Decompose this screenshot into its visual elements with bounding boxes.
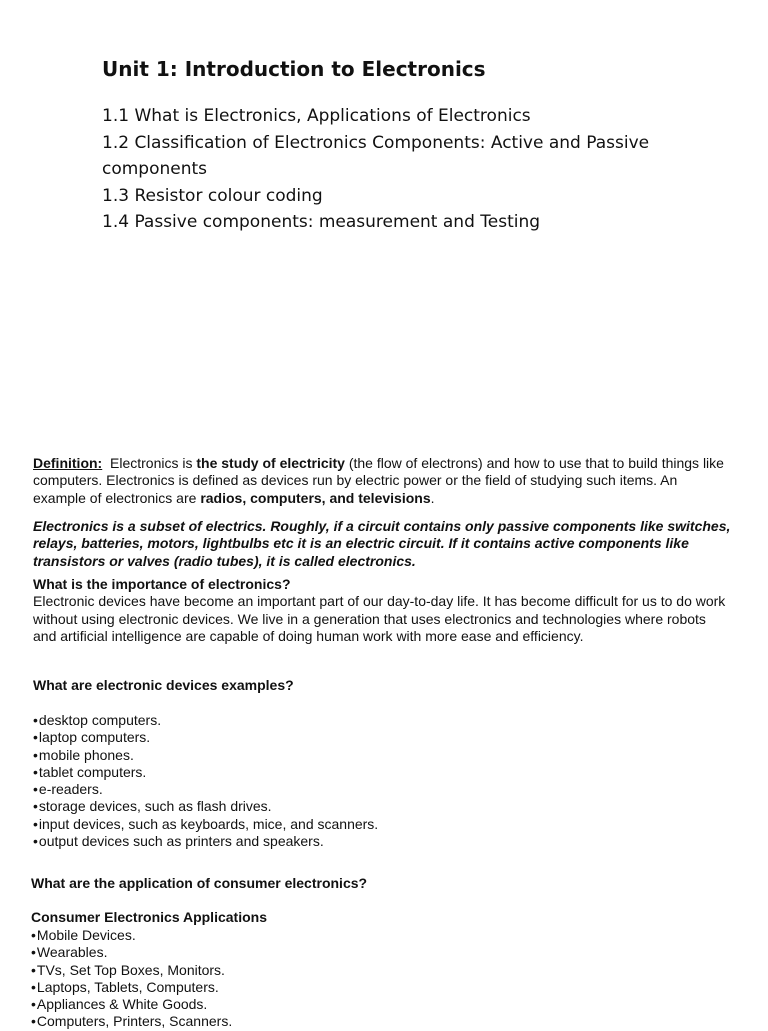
bullet-icon: • [33, 729, 38, 746]
consumer-heading: Consumer Electronics Applications [31, 909, 267, 925]
definition-text: (the flow of electrons) and how to use that to build things like computers. Electronics is defined as devices run by electric power or the field of studying such items. An example of electronics are [33, 455, 724, 506]
list-item [31, 996, 731, 1013]
toc-item: 1.2 Classification of Electronics Components: Active and Passive components [102, 132, 650, 179]
bullet-icon: • [33, 833, 38, 850]
list-item [33, 833, 733, 850]
list-item-text: Appliances & White Goods. [36, 996, 208, 1013]
list-item-text: e-readers. [38, 781, 103, 798]
list-item [31, 962, 731, 979]
definition-text: Electronics is [110, 455, 193, 471]
bullet-icon: • [33, 746, 38, 763]
list-item [31, 979, 731, 996]
unit-title: Unit 1: Introduction to Electronics [102, 57, 486, 81]
list-item-text: laptop computers. [38, 729, 151, 746]
table-of-contents [102, 103, 702, 236]
consumer-question: What are the application of consumer electronics? [31, 875, 368, 891]
list-item-text: Wearables. [36, 944, 108, 961]
list-item [33, 798, 733, 815]
list-item-text: TVs, Set Top Boxes, Monitors. [36, 961, 225, 978]
toc-item: 1.1 What is Electronics, Applications of Electronics [102, 106, 531, 126]
consumer-apps-list [31, 927, 731, 1031]
list-item [31, 927, 731, 944]
examples-heading: What are electronic devices examples? [33, 677, 294, 693]
list-item-text: storage devices, such as flash drives. [38, 798, 272, 815]
definition-emphasis: radios, computers, and televisions [200, 489, 431, 506]
list-item-text: Computers, Printers, Scanners. [36, 1013, 233, 1030]
bullet-icon: • [33, 763, 38, 780]
list-item-text: desktop computers. [38, 712, 162, 728]
bullet-icon: • [33, 781, 38, 798]
definition-paragraph [33, 455, 733, 507]
list-item [33, 781, 733, 798]
list-item [31, 944, 731, 961]
definition-label: Definition: [33, 455, 103, 471]
importance-section [33, 576, 733, 645]
subset-paragraph: Electronics is a subset of electrics. Roughly, if a circuit contains only passive components like switches, relays, batteries, motors, lightbulbs etc it is an electric circuit. If it contains active components like transistors or valves (radio tubes), it is called electronics. [33, 518, 731, 569]
list-item-text: Laptops, Tablets, Computers. [36, 978, 219, 995]
bullet-icon: • [31, 1013, 36, 1030]
list-item [33, 747, 733, 764]
definition-emphasis: the study of electricity [196, 455, 345, 471]
bullet-icon: • [33, 815, 38, 832]
bullet-icon: • [31, 961, 36, 978]
importance-text: Electronic devices have become an important part of our day-to-day life. It has become difficult for us to do work without using electronic devices. We live in a generation that uses electronics and technologies where robots and artificial intelligence are capable of doing human work with more ease and efficiency. [33, 593, 726, 644]
list-item [33, 712, 733, 729]
list-item [33, 764, 733, 781]
importance-heading: What is the importance of electronics? [33, 576, 291, 592]
toc-item: 1.4 Passive components: measurement and Testing [102, 212, 541, 232]
bullet-icon: • [31, 996, 36, 1013]
list-item-text: input devices, such as keyboards, mice, and scanners. [38, 815, 379, 832]
list-item-text: mobile phones. [38, 746, 134, 763]
definition-text: . [430, 489, 435, 506]
bullet-icon: • [31, 927, 36, 943]
bullet-icon: • [33, 798, 38, 815]
examples-list [33, 712, 733, 850]
list-item-text: Mobile Devices. [36, 927, 136, 943]
list-item-text: tablet computers. [38, 763, 147, 780]
bullet-icon: • [31, 978, 36, 995]
list-item-text: output devices such as printers and speakers. [38, 833, 324, 850]
list-item [33, 816, 733, 833]
toc-item: 1.3 Resistor colour coding [102, 185, 323, 206]
list-item [33, 729, 733, 746]
bullet-icon: • [33, 712, 38, 728]
bullet-icon: • [31, 944, 36, 961]
list-item [31, 1013, 731, 1030]
